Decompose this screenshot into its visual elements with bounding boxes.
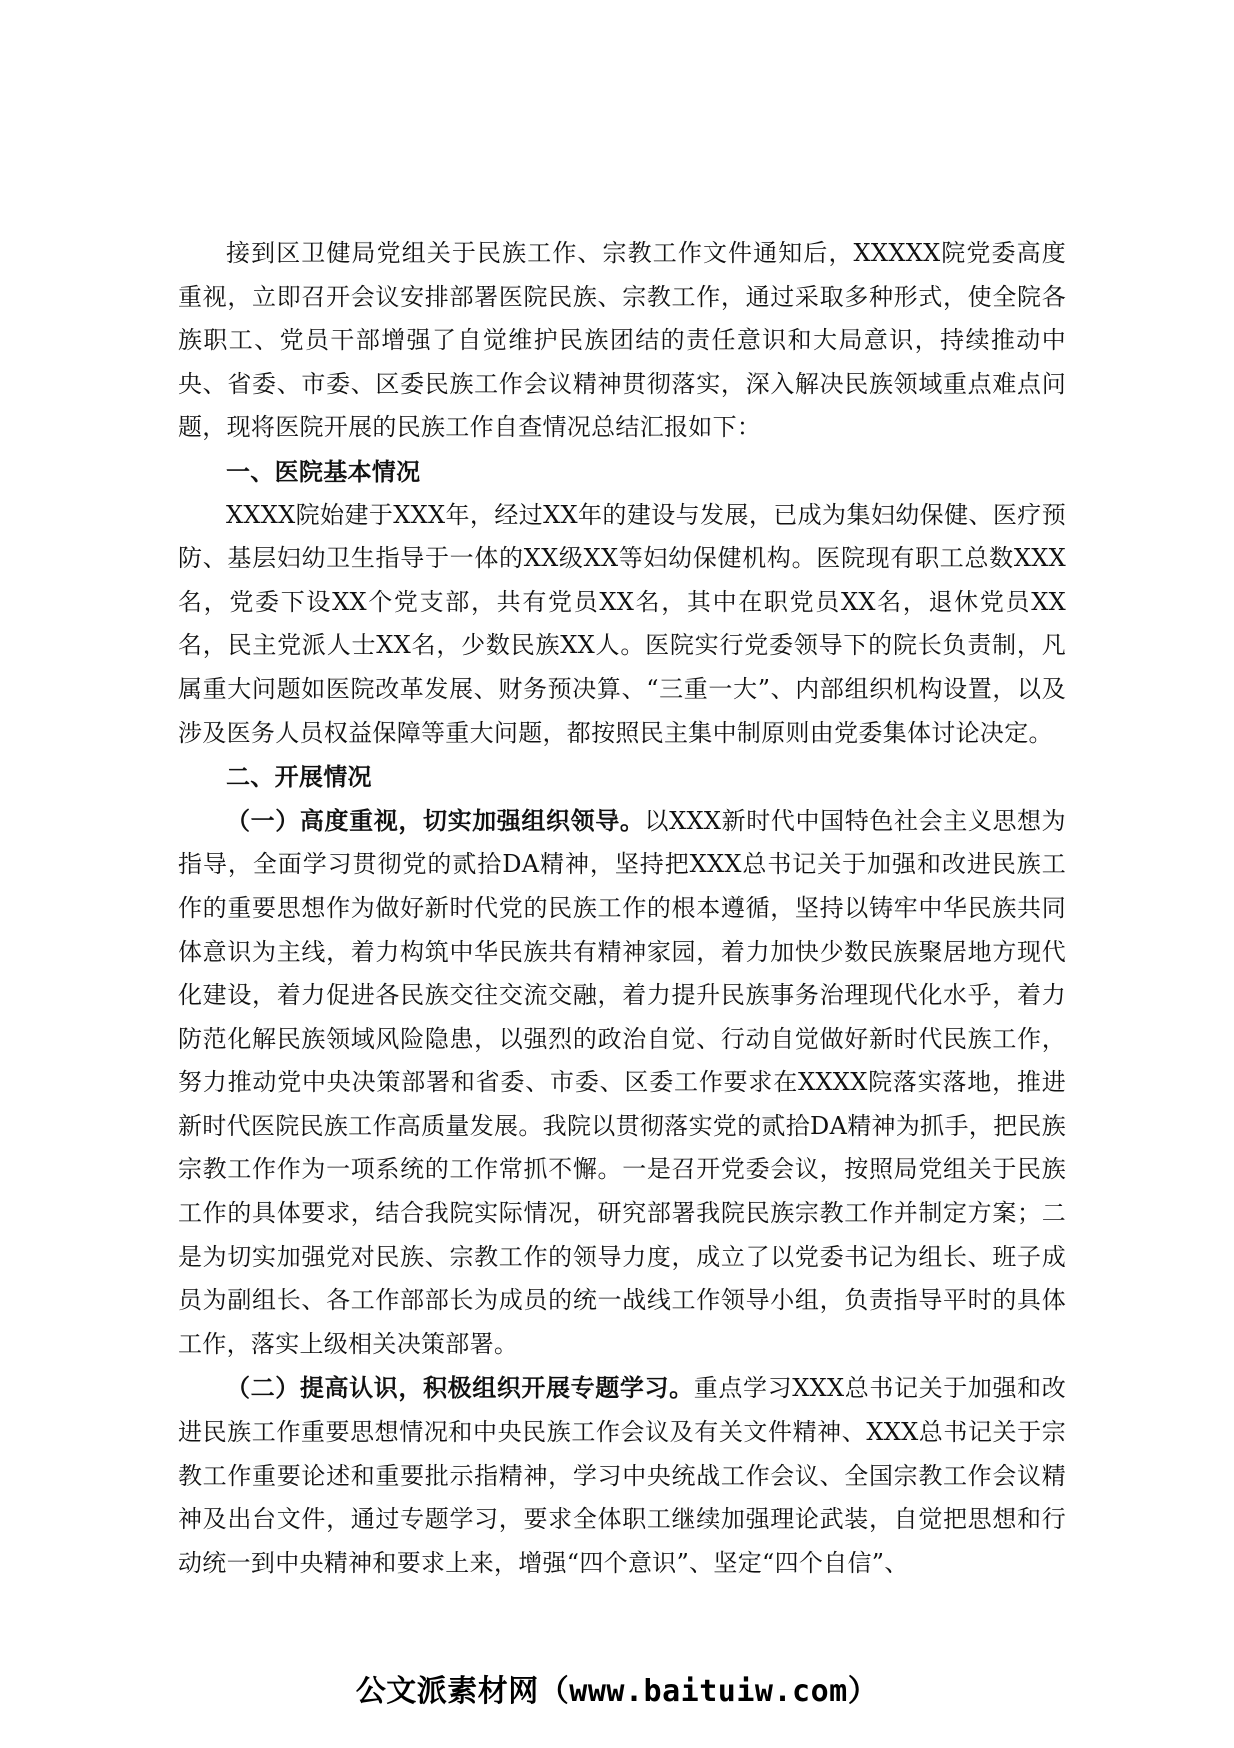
intro-paragraph: 接到区卫健局党组关于民族工作、宗教工作文件通知后，XXXXX院党委高度重视，立即召开会议安排部署医院民族、宗教工作，通过采取多种形式，使全院各族职工、党员干部增强了自觉维护民族团结的责任意识和大局意识，持续推动中央、省委、市委、区委民族工作会议精神贯彻落实，深入解决民族领域重点难点问题，现将医院开展的民族工作自查情况总结汇报如下： [178,239,1066,442]
subsection-1-paragraph [178,799,1066,1367]
subsection-1-body: 以XXX新时代中国特色社会主义思想为指导，全面学习贯彻党的贰拾DA精神，坚持把XXX总书记关于加强和改进民族工作的重要思想作为做好新时代党的民族工作的根本遵循，坚持以铸牢中华民族共同体意识为主线，着力构筑中华民族共有精神家园，着力加快少数民族聚居地方现代化建设，着力促进各民族交往交流交融，着力提升民族事务治理现代化水乎，着力防范化解民族领域风险隐患，以强烈的政治自觉、行动自觉做好新时代民族工作，努力推动党中央决策部署和省委、市委、区委工作要求在XXXX院落实落地，推进新时代医院民族工作高质量发展。我院以贯彻落实党的贰拾DA精神为抓手，把民族宗教工作作为一项系统的工作常抓不懈。一是召开党委会议，按照局党组关于民族工作的具体要求，结合我院实际情况，研究部署我院民族宗教工作并制定方案；二是为切实加强党对民族、宗教工作的领导力度，成立了以党委书记为组长、班子成员为副组长、各工作部部长为成员的统一战线工作领导小组，负责指导平时的具体工作，落实上级相关决策部署。 [178,806,1066,1358]
subsection-2-body: 重点学习XXX总书记关于加强和改进民族工作重要思想情况和中央民族工作会议及有关文件精神、XXX总书记关于宗教工作重要论述和重要批示指精神，学习中央统战工作会议、全国宗教工作会议精神及出台文件，通过专题学习，要求全体职工继续加强理论武装，自觉把思想和行动统一到中央精神和要求上来，增强“四个意识”、坚定“四个自信”、 [178,1374,1066,1577]
footer-watermark: 公文派素材网（www.baituiw.com） [355,1674,879,1709]
subsection-2-lead: （二）提高认识，积极组织开展专题学习。 [226,1373,694,1403]
section-heading-progress: 二、开展情况 [226,762,372,792]
basic-info-paragraph: XXXX院始建于XXX年，经过XX年的建设与发展，已成为集妇幼保健、医疗预防、基层妇幼卫生指导于一体的XX级XX等妇幼保健机构。医院现有职工总数XXX名，党委下设XX个党支部，共有党员XX名，其中在职党员XX名，退休党员XX名，民主党派人士XX名，少数民族XX人。医院实行党委领导下的院长负责制，凡属重大问题如医院改革发展、财务预决算、“三重一大”、内部组织机构设置，以及涉及医务人员权益保障等重大问题，都按照民主集中制原则由党委集体讨论决定。 [178,500,1066,747]
section-heading-basic-info: 一、医院基本情况 [226,456,421,486]
subsection-2-paragraph [178,1366,1066,1585]
subsection-1-lead: （一）高度重视，切实加强组织领导。 [226,805,645,835]
document-body [178,232,1066,1585]
